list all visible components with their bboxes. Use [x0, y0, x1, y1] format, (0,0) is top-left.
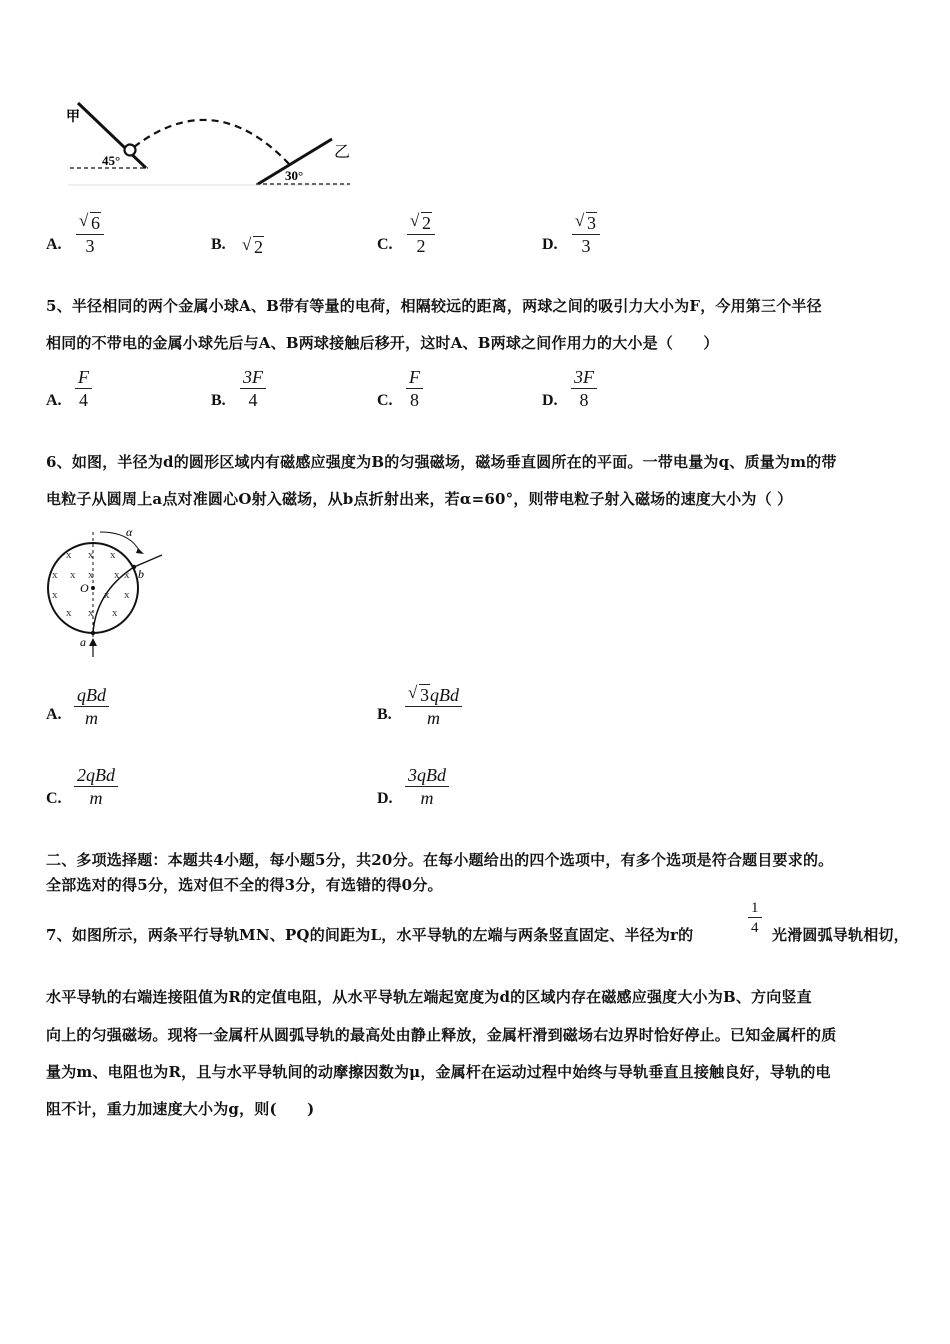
- projectile-figure: [60, 95, 360, 190]
- q7-stem-line1-after: 光滑圆弧导轨相切，: [772, 926, 909, 944]
- q6-stem-line2: 电粒子从圆周上a点对准圆心O射入磁场，从b点折射出来，若α=60°，则带电粒子射入磁场的速度大小为（ ）: [46, 490, 793, 508]
- exit-line: [134, 555, 162, 567]
- q7-stem-line1-before: 7、如图所示，两条平行导轨MN、PQ的间距为L，水平导轨的左端与两条竖直固定、半径为r的: [46, 926, 694, 944]
- q5-option-a-letter: A.: [46, 392, 62, 409]
- field-cross: x: [110, 549, 116, 561]
- alpha-arc: [100, 532, 140, 552]
- entry-arrow-head: [89, 638, 97, 646]
- point-b: [132, 565, 136, 569]
- field-cross: x: [66, 607, 72, 619]
- label-yi: 乙: [334, 144, 351, 161]
- q5-stem-line1: 5、半径相同的两个金属小球A、B带有等量的电荷，相隔较远的距离，两球之间的吸引力大小为F，今用第三个半径: [46, 297, 822, 315]
- field-cross: x: [88, 549, 94, 561]
- q7-stem-line3: 向上的匀强磁场。现将一金属杆从圆弧导轨的最高处由静止释放，金属杆滑到磁场右边界时恰好停止。已知金属杆的质: [46, 1026, 837, 1044]
- q7-stem-line4: 量为m、电阻也为R，且与水平导轨间的动摩擦因数为μ，金属杆在运动过程中始终与导轨垂直且接触良好，导轨的电: [46, 1063, 831, 1081]
- q5-option-b-value: $\frac{3F}{4}$: [240, 366, 266, 411]
- q4-option-d-value: √ $\frac{3}{3}$: [572, 212, 600, 257]
- label-b: b: [138, 567, 144, 581]
- field-cross: x: [112, 607, 118, 619]
- field-cross: x: [124, 569, 130, 581]
- field-cross: x: [70, 569, 76, 581]
- alpha-arrow: [136, 548, 144, 554]
- q4-option-a-letter: A.: [46, 236, 62, 253]
- q4-option-c-value: √ $\frac{2}{2}$: [407, 212, 435, 257]
- field-cross: x: [66, 549, 72, 561]
- q5-option-c-value: $\frac{F}{8}$: [406, 366, 423, 411]
- section2-heading-line1: 二、多项选择题：本题共4小题，每小题5分，共20分。在每小题给出的四个选项中，有多个选项是符合题目要求的。: [46, 851, 834, 869]
- field-cross: x: [88, 569, 94, 581]
- q6-option-b-letter: B.: [377, 706, 392, 723]
- q6-option-a-letter: A.: [46, 706, 62, 723]
- q5-option-b-letter: B.: [211, 392, 226, 409]
- label-a: a: [80, 635, 86, 649]
- q6-option-a-value: qBd m: [74, 684, 109, 729]
- angle-left-label: 45°: [102, 153, 121, 168]
- point-a: [91, 631, 95, 635]
- field-cross: x: [124, 589, 130, 601]
- q5-option-c-letter: C.: [377, 392, 393, 409]
- point-O: [91, 586, 95, 590]
- magnetic-field-figure: [40, 522, 170, 662]
- field-cross: x: [88, 607, 94, 619]
- q6-option-b-value: √ 3qBd m: [405, 684, 462, 729]
- q4-option-b-letter: B.: [211, 236, 226, 253]
- q6-option-c-value: 2qBd m: [74, 764, 118, 809]
- label-O: O: [80, 581, 89, 595]
- q5-stem-line2: 相同的不带电的金属小球先后与A、B两球接触后移开，这时A、B两球之间作用力的大小是（ ）: [46, 334, 719, 352]
- trajectory: [134, 120, 290, 165]
- angle-right-label: 30°: [285, 168, 304, 183]
- q6-option-d-letter: D.: [377, 790, 393, 807]
- section2-heading-line2: 全部选对的得5分，选对但不全的得3分，有选错的得0分。: [46, 876, 443, 894]
- field-cross: x: [114, 569, 120, 581]
- field-cross: x: [52, 589, 58, 601]
- q7-stem-line2: 水平导轨的右端连接阻值为R的定值电阻，从水平导轨左端起宽度为d的区域内存在磁感应强度大小为B、方向竖直: [46, 988, 812, 1006]
- q4-option-d-letter: D.: [542, 236, 558, 253]
- q5-option-d-letter: D.: [542, 392, 558, 409]
- q6-option-c-letter: C.: [46, 790, 62, 807]
- q5-option-a-value: $\frac{F}{4}$: [75, 366, 92, 411]
- q5-option-d-value: $\frac{3F}{8}$: [571, 366, 597, 411]
- q6-stem-line1: 6、如图，半径为d的圆形区域内有磁感应强度为B的匀强磁场，磁场垂直圆所在的平面。一带电量为q、质量为m的带: [46, 453, 837, 471]
- q4-option-b-value: √ 2: [242, 237, 264, 258]
- q6-option-d-value: 3qBd m: [405, 764, 449, 809]
- q7-stem-line5: 阻不计，重力加速度大小为g，则( ): [46, 1100, 315, 1118]
- q7-quarter-fraction: $\frac{1}{4}$: [748, 899, 762, 938]
- field-crosses: [52, 549, 130, 619]
- q4-option-a-value: √ $\frac{6}{3}$: [76, 212, 104, 257]
- q4-option-c-letter: C.: [377, 236, 393, 253]
- label-jia: 甲: [66, 110, 80, 125]
- field-cross: x: [52, 569, 58, 581]
- field-cross: x: [104, 589, 110, 601]
- label-alpha: α: [126, 525, 133, 539]
